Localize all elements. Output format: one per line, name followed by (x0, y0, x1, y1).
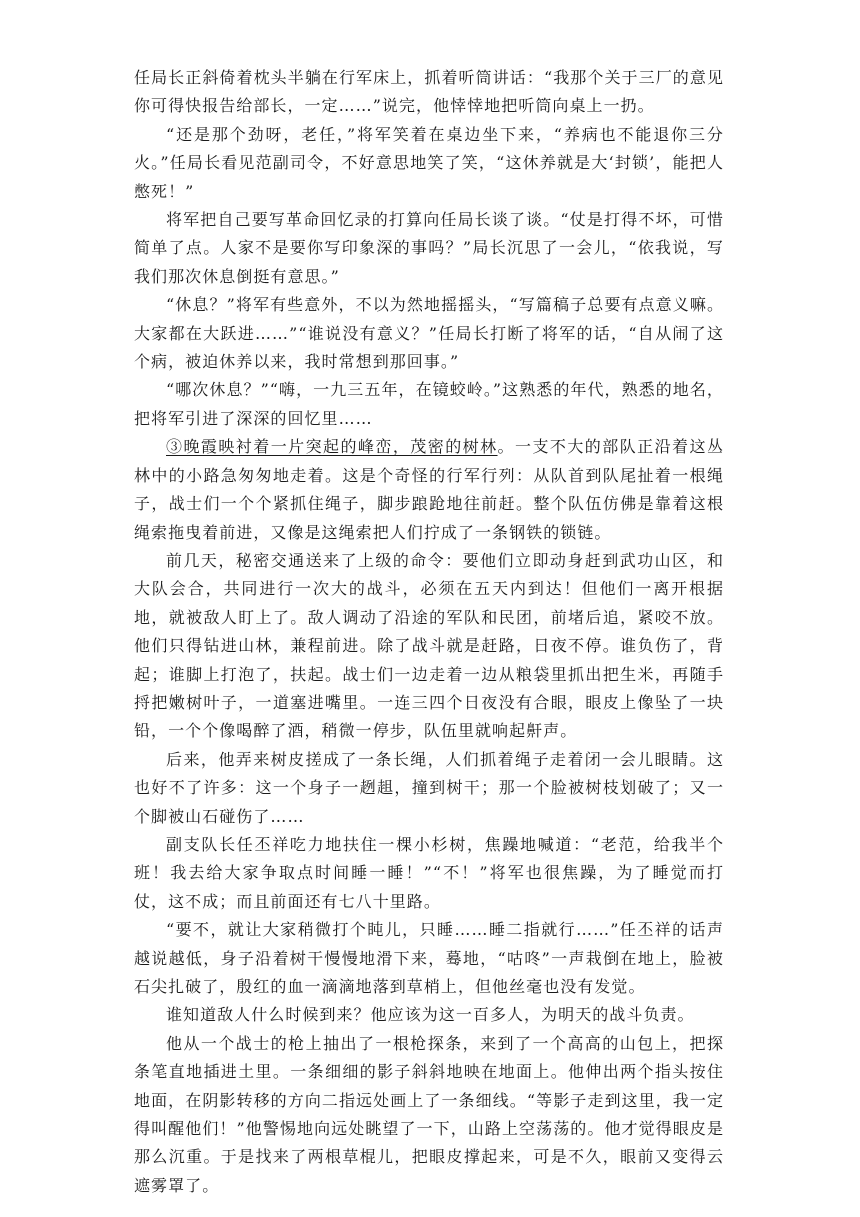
paragraph-8: 后来，他弄来树皮搓成了一条长绳，人们抓着绳子走着闭一会儿眼睛。这也好不了许多：这一个身子一趔趄，撞到树干；那一个脸被树枝划破了；又一个脚被山石碰伤了…… (134, 749, 724, 826)
paragraph-11: 谁知道敌人什么时候到来？他应该为这一百多人，为明天的战斗负责。 (166, 1005, 695, 1025)
story-text (134, 64, 724, 1200)
paragraph-4: “休息？”将军有些意外，不以为然地摇摇头，“写篇稿子总要有点意义嘛。大家都在大跃进……”“谁说没有意义？”任局长打断了将军的话，“自从闹了这个病，被迫休养以来，我时常想到那回事。” (134, 295, 724, 372)
paragraph-6-rest: 。一支不大的部队正沿着这丛林中的小路急匆匆地走着。这是个奇怪的行军行列：从队首到队尾扯着一根绳子，战士们一个个紧抓住绳子，脚步踉跄地往前赶。整个队伍仿佛是靠着这根绳索拖曳着前进，又像是这绳索把人们拧成了一条钢铁的锁链。 (134, 437, 724, 542)
underlined-sentence: ③晚霞映衬着一片突起的峰峦，茂密的树林 (166, 437, 498, 457)
paragraph-1: 任局长正斜倚着枕头半躺在行军床上，抓着听筒讲话：“我那个关于三厂的意见你可得快报告给部长，一定……”说完，他悻悻地把听筒向桌上一扔。 (134, 68, 724, 116)
paragraph-2: “还是那个劲呀，老任，”将军笑着在桌边坐下来，“养病也不能退你三分火。”任局长看见范副司令，不好意思地笑了笑，“这休养就是大‘封锁’，能把人憋死！” (134, 124, 724, 201)
paragraph-3: 将军把自己要写革命回忆录的打算向任局长谈了谈。“仗是打得不坏，可惜简单了点。人家不是要你写印象深的事吗？”局长沉思了一会儿，“依我说，写我们那次休息倒挺有意思。” (134, 210, 724, 286)
paragraph-10: “要不，就让大家稍微打个盹儿，只睡……睡二指就行……”任丕祥的话声越说越低，身子沿着树干慢慢地滑下来，蓦地，“咕咚”一声栽倒在地上，脸被石尖扎破了，殷红的血一滴滴地落到草梢上，但他丝毫也没有发觉。 (134, 920, 724, 996)
paragraph-5: “哪次休息？”“嗨，一九三五年，在镜蛟岭。”这熟悉的年代，熟悉的地名，把将军引进了深深的回忆里…… (134, 380, 724, 428)
paragraph-6 (134, 433, 724, 547)
paragraph-7: 前几天，秘密交通送来了上级的命令：要他们立即动身赶到武功山区，和大队会合，共同进行一次大的战斗，必须在五天内到达！但他们一离开根据地，就被敌人盯上了。敌人调动了沿途的军队和民团，前堵后追，紧咬不放。他们只得钻进山林，兼程前进。除了战斗就是赶路，日夜不停。谁负伤了，背起；谁脚上打泡了，扶起。战士们一边走着一边从粮袋里抓出把生米，再随手捋把嫩树叶子，一道塞进嘴里。一连三四个日夜没有合眼，眼皮上像坠了一块铅，一个个像喝醉了酒，稍微一停步，队伍里就响起鼾声。 (134, 550, 724, 741)
paragraph-12: 他从一个战士的枪上抽出了一根枪探条，来到了一个高高的山包上，把探条笔直地插进土里。一条细细的影子斜斜地映在地面上。他伸出两个指头按住地面，在阴影转移的方向二指远处画上了一条细线。“等影子走到这里，我一定得叫醒他们！”他警惕地向远处眺望了一下，山路上空荡荡的。他才觉得眼皮是那么沉重。于是找来了两根草棍儿，把眼皮撑起来，可是不久，眼前又变得云遮雾罩了。 (134, 1033, 724, 1195)
paragraph-9: 副支队长任丕祥吃力地扶住一棵小杉树，焦躁地喊道：“老范，给我半个班！我去给大家争取点时间睡一睡！”“不！”将军也很焦躁，为了睡觉而打仗，这不成；而且前面还有七八十里路。 (134, 834, 724, 911)
